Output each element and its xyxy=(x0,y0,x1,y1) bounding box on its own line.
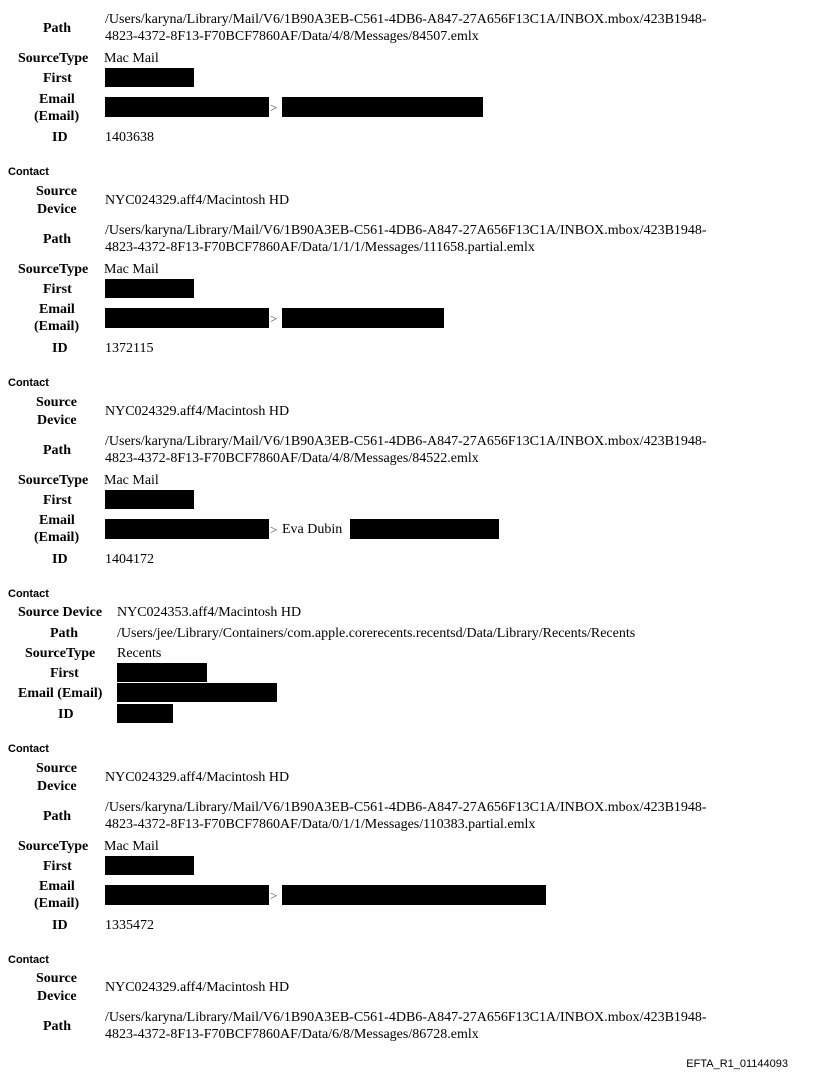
redaction-box xyxy=(105,68,194,87)
first-label: First xyxy=(43,282,72,297)
source-type-value: Mac Mail xyxy=(104,473,159,488)
redaction-box xyxy=(282,308,444,328)
id-label: ID xyxy=(52,130,68,145)
id-label: ID xyxy=(52,552,68,567)
id-value: 1403638 xyxy=(105,130,154,145)
first-label: First xyxy=(43,71,72,86)
first-label: First xyxy=(50,666,79,681)
source-type-label: SourceType xyxy=(18,51,89,66)
device-label: Device xyxy=(37,413,77,428)
source-type-value: Mac Mail xyxy=(104,262,159,277)
path-label: Path xyxy=(43,21,71,36)
email-label: Email xyxy=(39,879,75,894)
source-device-value: NYC024329.aff4/Macintosh HD xyxy=(105,404,290,419)
source-type-label: SourceType xyxy=(18,473,89,488)
redaction-box xyxy=(117,683,277,702)
redaction-box xyxy=(105,490,194,509)
path-value: /Users/jee/Library/Containers/com.apple.corerecents.recentsd/Data/Library/Recents/Recents xyxy=(117,626,636,641)
source-label: Source xyxy=(36,184,77,199)
contact-heading: Contact xyxy=(8,166,49,178)
id-label: ID xyxy=(52,918,68,933)
redaction-box xyxy=(105,885,269,905)
path-value-line1: /Users/karyna/Library/Mail/V6/1B90A3EB-C561-4DB6-A847-27A656F13C1A/INBOX.mbox/423B1948- xyxy=(105,800,707,815)
path-value-line2: 4823-4372-8F13-F70BCF7860AF/Data/1/1/1/Messages/111658.partial.emlx xyxy=(105,240,535,255)
source-type-label: SourceType xyxy=(25,646,96,661)
path-value-line2: 4823-4372-8F13-F70BCF7860AF/Data/4/8/Messages/84522.emlx xyxy=(105,451,479,466)
path-label: Path xyxy=(50,626,78,641)
redaction-box xyxy=(105,519,269,539)
device-label: Device xyxy=(37,202,77,217)
first-label: First xyxy=(43,493,72,508)
source-type-value: Mac Mail xyxy=(104,839,159,854)
redaction-box xyxy=(117,704,173,723)
email-separator: > xyxy=(270,311,278,326)
id-label: ID xyxy=(52,341,68,356)
path-label: Path xyxy=(43,443,71,458)
redaction-box xyxy=(282,885,546,905)
path-label: Path xyxy=(43,1019,71,1034)
path-value-line2: 4823-4372-8F13-F70BCF7860AF/Data/6/8/Messages/86728.emlx xyxy=(105,1027,479,1042)
source-type-value: Mac Mail xyxy=(104,51,159,66)
email-separator: > xyxy=(270,522,278,537)
source-type-value: Recents xyxy=(117,646,162,661)
source-label: Source xyxy=(36,761,77,776)
document-id-footer: EFTA_R1_01144093 xyxy=(686,1058,788,1070)
id-value: 1404172 xyxy=(105,552,154,567)
email-label-paren: (Email) xyxy=(34,319,80,334)
email-separator: > xyxy=(270,888,278,903)
email-label: Email xyxy=(39,513,75,528)
source-type-label: SourceType xyxy=(18,839,89,854)
source-device-value: NYC024329.aff4/Macintosh HD xyxy=(105,770,290,785)
source-device-value: NYC024329.aff4/Macintosh HD xyxy=(105,193,290,208)
source-type-label: SourceType xyxy=(18,262,89,277)
path-value-line2: 4823-4372-8F13-F70BCF7860AF/Data/4/8/Messages/84507.emlx xyxy=(105,29,479,44)
device-label: Device xyxy=(37,779,77,794)
redaction-box xyxy=(105,97,269,117)
contact-heading: Contact xyxy=(8,954,49,966)
email-label: Email xyxy=(39,302,75,317)
source-device-value: NYC024329.aff4/Macintosh HD xyxy=(105,980,290,995)
path-label: Path xyxy=(43,232,71,247)
source-device-value: NYC024353.aff4/Macintosh HD xyxy=(117,605,302,620)
email-label-paren: (Email) xyxy=(34,530,80,545)
path-value-line1: /Users/karyna/Library/Mail/V6/1B90A3EB-C561-4DB6-A847-27A656F13C1A/INBOX.mbox/423B1948- xyxy=(105,1010,707,1025)
email-label-paren: (Email) xyxy=(34,896,80,911)
redaction-box xyxy=(350,519,499,539)
first-label: First xyxy=(43,859,72,874)
path-value-line1: /Users/karyna/Library/Mail/V6/1B90A3EB-C561-4DB6-A847-27A656F13C1A/INBOX.mbox/423B1948- xyxy=(105,12,707,27)
id-value: 1372115 xyxy=(105,341,154,356)
source-label: Source xyxy=(36,971,77,986)
email-label: Email xyxy=(39,92,75,107)
email-label-paren: (Email) xyxy=(34,109,80,124)
email-separator: > xyxy=(270,100,278,115)
device-label: Device xyxy=(37,989,77,1004)
contact-heading: Contact xyxy=(8,377,49,389)
redaction-box xyxy=(282,97,483,117)
path-value-line2: 4823-4372-8F13-F70BCF7860AF/Data/0/1/1/Messages/110383.partial.emlx xyxy=(105,817,536,832)
redaction-box xyxy=(105,308,269,328)
contact-heading: Contact xyxy=(8,743,49,755)
id-value: 1335472 xyxy=(105,918,154,933)
source-label: Source xyxy=(36,395,77,410)
id-label: ID xyxy=(58,707,74,722)
contact-heading: Contact xyxy=(8,588,49,600)
email-display-name: Eva Dubin xyxy=(282,522,343,537)
source-device-label: Source Device xyxy=(18,605,103,620)
path-value-line1: /Users/karyna/Library/Mail/V6/1B90A3EB-C561-4DB6-A847-27A656F13C1A/INBOX.mbox/423B1948- xyxy=(105,434,707,449)
redaction-box xyxy=(117,663,207,682)
redaction-box xyxy=(105,856,194,875)
path-label: Path xyxy=(43,809,71,824)
path-value-line1: /Users/karyna/Library/Mail/V6/1B90A3EB-C561-4DB6-A847-27A656F13C1A/INBOX.mbox/423B1948- xyxy=(105,223,707,238)
email-label: Email (Email) xyxy=(18,686,103,701)
redaction-box xyxy=(105,279,194,298)
